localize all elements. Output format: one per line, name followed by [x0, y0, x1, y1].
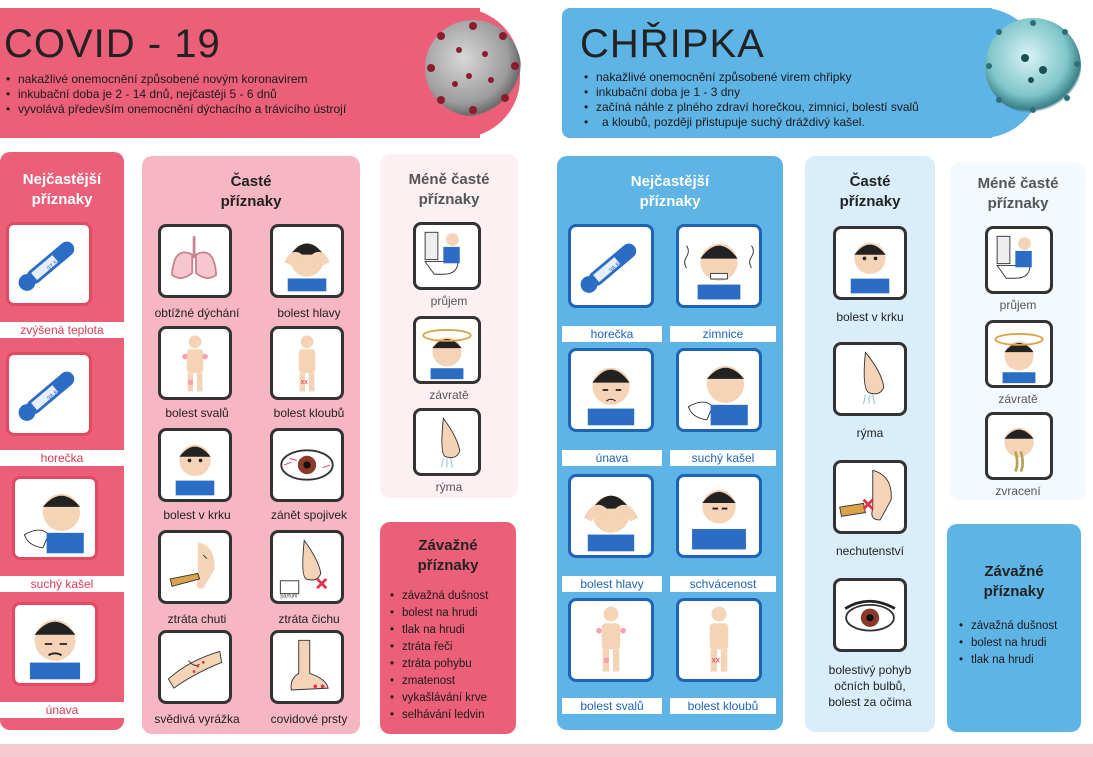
- severe-item: • ztráta řeči: [390, 639, 488, 656]
- severe-item: • vykašlávání krve: [390, 690, 488, 707]
- symptom-label: bolest kloubů: [670, 698, 776, 714]
- severe-item: • bolest na hrudi: [959, 635, 1057, 652]
- eye-icon: [833, 578, 907, 652]
- toilet-icon: [413, 222, 481, 290]
- nose-icon: [413, 408, 481, 476]
- symptom-label: nechutenství: [835, 544, 905, 558]
- symptom-label: závratě: [429, 388, 469, 402]
- symptom-label: horečka: [562, 326, 662, 342]
- eye-line: bolest za očima: [828, 695, 912, 709]
- dizzy-icon: [985, 320, 1053, 388]
- flu-less-common-title: [950, 174, 1086, 214]
- covid-description-list: [6, 72, 346, 117]
- cough-icon: [676, 348, 762, 432]
- flu-bullet: • inkubační doba je 1 - 3 dny: [584, 85, 919, 100]
- symptom-label: covidové prsty: [270, 712, 348, 726]
- symptom-label: bolest svalů: [562, 698, 662, 714]
- nose-icon: [833, 342, 907, 416]
- symptom-label: ztráta chuti: [167, 612, 227, 626]
- eye-line: bolestivý pohyb: [828, 663, 912, 677]
- severe-item: • tlak na hrudi: [390, 622, 488, 639]
- joint-pain-icon: [270, 326, 344, 400]
- flu-severe-column: [947, 524, 1081, 732]
- title-line: Nejčastější: [22, 171, 102, 188]
- symptom-label: suchý kašel: [670, 450, 776, 466]
- dizzy-icon: [413, 316, 481, 384]
- symptom-label: suchý kašel: [0, 576, 124, 592]
- covid-common-title: [142, 172, 360, 212]
- flu-severe-title: [947, 562, 1081, 602]
- title-line: Méně časté: [977, 175, 1059, 192]
- red-eye-icon: [270, 428, 344, 502]
- title-line: příznaky: [983, 583, 1045, 600]
- covid-bullet: • inkubační doba je 2 - 14 dnů, nejčastěji 5 - 6 dnů: [6, 87, 346, 102]
- weakness-icon: [676, 474, 762, 558]
- thermometer-reading: 38,8: [607, 261, 623, 275]
- thermometer-icon: [6, 222, 92, 306]
- flu-severe-list: [959, 618, 1057, 669]
- flu-bullet: • nakažlivé onemocnění způsobené virem chřipky: [584, 70, 919, 85]
- symptom-label: závratě: [998, 392, 1038, 406]
- eye-line: očních bulbů,: [834, 679, 906, 693]
- svg-text:xx: xx: [711, 654, 720, 665]
- covid-less-common-title: [380, 170, 518, 210]
- title-line: příznaky: [31, 191, 93, 208]
- rash-icon: [158, 630, 232, 704]
- symptom-label: zánět spojivek: [270, 508, 348, 522]
- thermometer-reading: 37,5: [45, 259, 61, 273]
- svg-text:xx: xx: [300, 377, 308, 387]
- covid-title: COVID - 19: [4, 22, 221, 66]
- symptom-label: únava: [0, 702, 124, 718]
- taste-icon: [158, 530, 232, 604]
- flu-title: CHŘIPKA: [580, 22, 765, 66]
- flu-bullet: • začíná náhle z plného zdraví horečkou, zimnicí, bolestí svalů: [584, 100, 919, 115]
- thermometer-reading: 38,8: [45, 389, 61, 403]
- symptom-label: zvýšená teplota: [0, 322, 124, 338]
- body-pain-icon: [568, 598, 654, 682]
- thermometer-icon: [6, 352, 92, 436]
- lungs-icon: [158, 224, 232, 298]
- title-line: příznaky: [417, 557, 479, 574]
- flu-bullet: • a kloubů, později přistupuje suchý dráždivý kašel.: [584, 115, 919, 130]
- symptom-label-eye: [805, 662, 935, 710]
- title-line: Méně časté: [408, 171, 490, 188]
- symptom-label: bolest v krku: [836, 310, 904, 324]
- title-line: Nejčastější: [630, 173, 710, 190]
- covid-severe-title: [380, 536, 516, 576]
- covid-bullet: • vyvolává především onemocnění dýchacího a trávicího ústrojí: [6, 102, 346, 117]
- covid-bullet: • nakažlivé onemocnění způsobené novým koronavirem: [6, 72, 346, 87]
- sore-throat-icon: [833, 226, 907, 300]
- foot-icon: [270, 630, 344, 704]
- severe-item: • závažná dušnost: [390, 588, 488, 605]
- symptom-label: bolest svalů: [165, 406, 229, 420]
- severe-item: • závažná dušnost: [959, 618, 1057, 635]
- thermometer-icon: [568, 224, 654, 308]
- severe-item: • bolest na hrudi: [390, 605, 488, 622]
- flu-common-title: [805, 172, 935, 212]
- severe-item: • tlak na hrudi: [959, 652, 1057, 669]
- coronavirus-icon: [425, 20, 521, 116]
- severe-item: • selhávání ledvin: [390, 707, 488, 724]
- symptom-label: bolest kloubů: [273, 406, 345, 420]
- symptom-label: průjem: [430, 294, 468, 308]
- severe-item: • zmatenost: [390, 673, 488, 690]
- title-line: Časté: [230, 173, 272, 190]
- symptom-label: průjem: [999, 298, 1037, 312]
- headache-icon: [270, 224, 344, 298]
- flu-description-list: [584, 70, 919, 130]
- cough-icon: [12, 476, 98, 560]
- title-line: příznaky: [987, 195, 1049, 212]
- symptom-label: zimnice: [670, 326, 776, 342]
- symptom-label: rýma: [856, 426, 884, 440]
- parfum-text: parfum: [280, 593, 298, 600]
- symptom-label: únava: [562, 450, 662, 466]
- symptom-label: schvácenost: [670, 576, 776, 592]
- body-pain-icon: [158, 326, 232, 400]
- covid-most-common-title: [0, 170, 124, 210]
- symptom-label: horečka: [0, 450, 124, 466]
- symptom-label: rýma: [435, 480, 463, 494]
- symptom-label: ztráta čichu: [278, 612, 340, 626]
- severe-item: • ztráta pohybu: [390, 656, 488, 673]
- title-line: příznaky: [639, 193, 701, 210]
- title-line: Závažné: [984, 563, 1044, 580]
- tired-face-icon: [12, 602, 98, 686]
- bottom-stripe: [0, 744, 1093, 757]
- covid-severe-list: [390, 588, 488, 724]
- toilet-icon: [985, 226, 1053, 294]
- flu-header-banner: [562, 8, 992, 138]
- title-line: příznaky: [839, 193, 901, 210]
- vomit-icon: [985, 412, 1053, 480]
- symptom-label: svědivá vyrážka: [154, 712, 240, 726]
- flu-most-common-title: [557, 172, 783, 212]
- joint-pain-icon: [676, 598, 762, 682]
- sore-throat-icon: [158, 428, 232, 502]
- title-line: Časté: [849, 173, 891, 190]
- influenza-virus-icon: [985, 18, 1081, 114]
- nose-icon: [270, 530, 344, 604]
- title-line: příznaky: [220, 193, 282, 210]
- covid-header-banner: [0, 8, 480, 138]
- title-line: Závažné: [418, 537, 478, 554]
- covid-severe-column: [380, 522, 516, 734]
- symptom-label: obtížné dýchání: [154, 306, 240, 320]
- symptom-label: zvracení: [995, 484, 1041, 498]
- symptom-label: bolest hlavy: [562, 576, 662, 592]
- headache-icon: [568, 474, 654, 558]
- no-appetite-icon: [833, 460, 907, 534]
- symptom-label: bolest hlavy: [277, 306, 341, 320]
- title-line: příznaky: [418, 191, 480, 208]
- tired-face-icon: [568, 348, 654, 432]
- symptom-label: bolest v krku: [163, 508, 231, 522]
- chills-icon: [676, 224, 762, 308]
